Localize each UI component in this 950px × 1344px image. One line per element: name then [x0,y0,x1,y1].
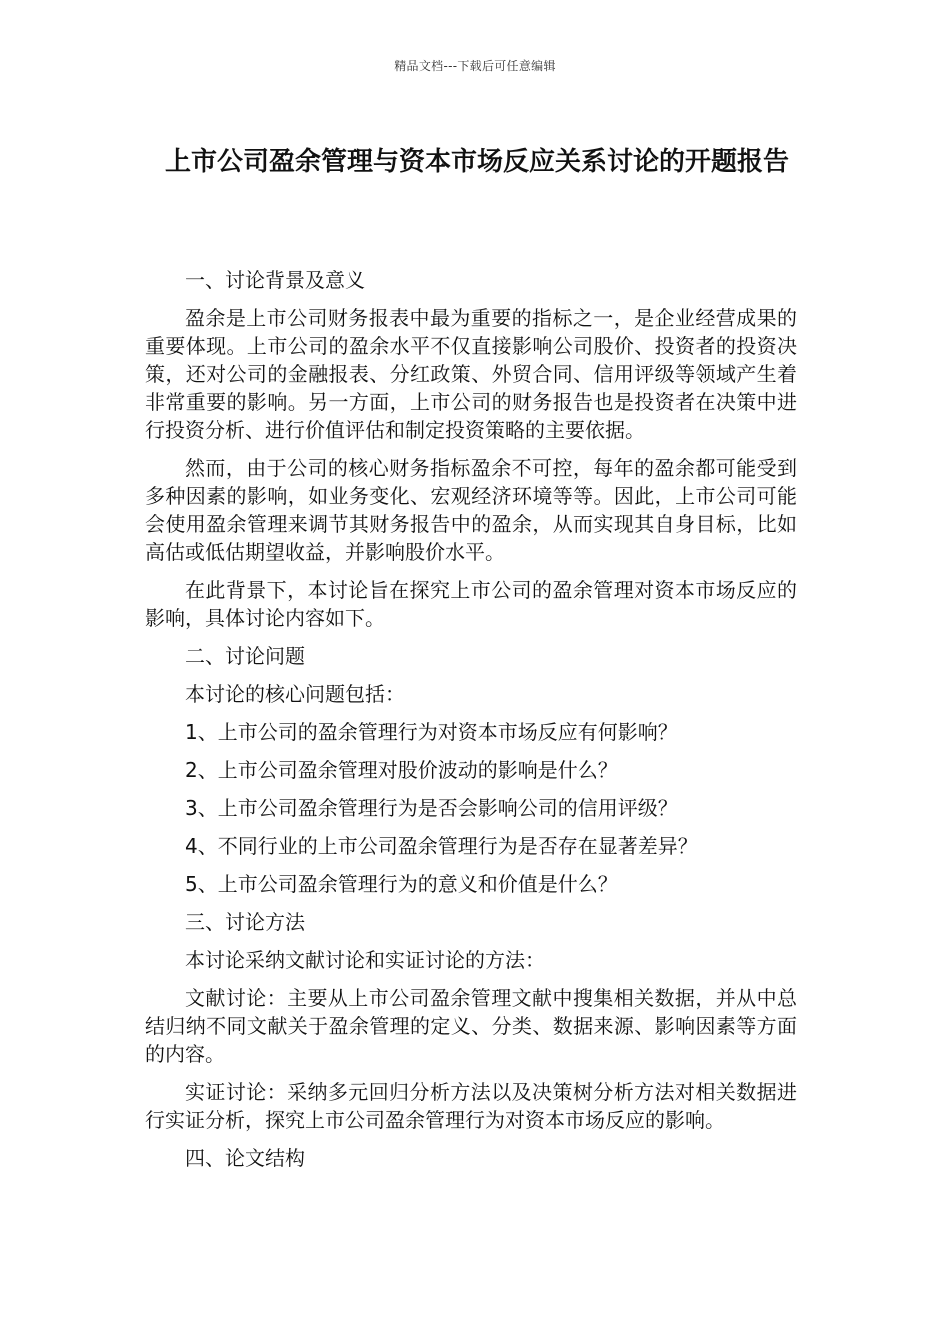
question-item-3: 3、上市公司盈余管理行为是否会影响公司的信用评级？ [185,796,678,820]
section-heading-methods: 三、讨论方法 [185,910,305,934]
question-item-5: 5、上市公司盈余管理行为的意义和价值是什么？ [185,872,618,896]
paragraph-literature-method: 文献讨论：主要从上市公司盈余管理文献中搜集相关数据，并从中总结归纳不同文献关于盈余管理的定义、分类、数据来源、影响因素等方面的内容。 [145,986,797,1066]
paragraph-research-aim: 在此背景下，本讨论旨在探究上市公司的盈余管理对资本市场反应的影响，具体讨论内容如下。 [145,578,797,630]
document-title: 上市公司盈余管理与资本市场反应关系讨论的开题报告 [164,147,789,177]
paragraph-empirical-method: 实证讨论：采纳多元回归分析方法以及决策树分析方法对相关数据进行实证分析，探究上市公司盈余管理行为对资本市场反应的影响。 [145,1080,797,1132]
document-body [145,266,797,1182]
header-note: 精品文档---下载后可任意编辑 [394,59,556,73]
section-heading-structure: 四、论文结构 [185,1146,305,1170]
paragraph-earnings-importance: 盈余是上市公司财务报表中最为重要的指标之一，是企业经营成果的重要体现。上市公司的盈余水平不仅直接影响公司股价、投资者的投资决策，还对公司的金融报表、分红政策、外贸合同、信用评级等领域产生着非常重要的影响。另一方面，上市公司的财务报告也是投资者在决策中进行投资分析、进行价值评估和制定投资策略的主要依据。 [145,306,797,442]
paragraph-methods-intro: 本讨论采纳文献讨论和实证讨论的方法： [185,948,545,972]
question-item-1: 1、上市公司的盈余管理行为对资本市场反应有何影响？ [185,720,678,744]
section-heading-questions: 二、讨论问题 [185,644,305,668]
paragraph-earnings-management: 然而，由于公司的核心财务指标盈余不可控，每年的盈余都可能受到多种因素的影响，如业务变化、宏观经济环境等等。因此，上市公司可能会使用盈余管理来调节其财务报告中的盈余，从而实现其自身目标，比如高估或低估期望收益，并影响股价水平。 [145,456,797,564]
question-item-2: 2、上市公司盈余管理对股价波动的影响是什么？ [185,758,618,782]
section-heading-background: 一、讨论背景及意义 [185,268,365,292]
question-item-4: 4、不同行业的上市公司盈余管理行为是否存在显著差异？ [185,834,698,858]
paragraph-questions-intro: 本讨论的核心问题包括： [185,682,405,706]
